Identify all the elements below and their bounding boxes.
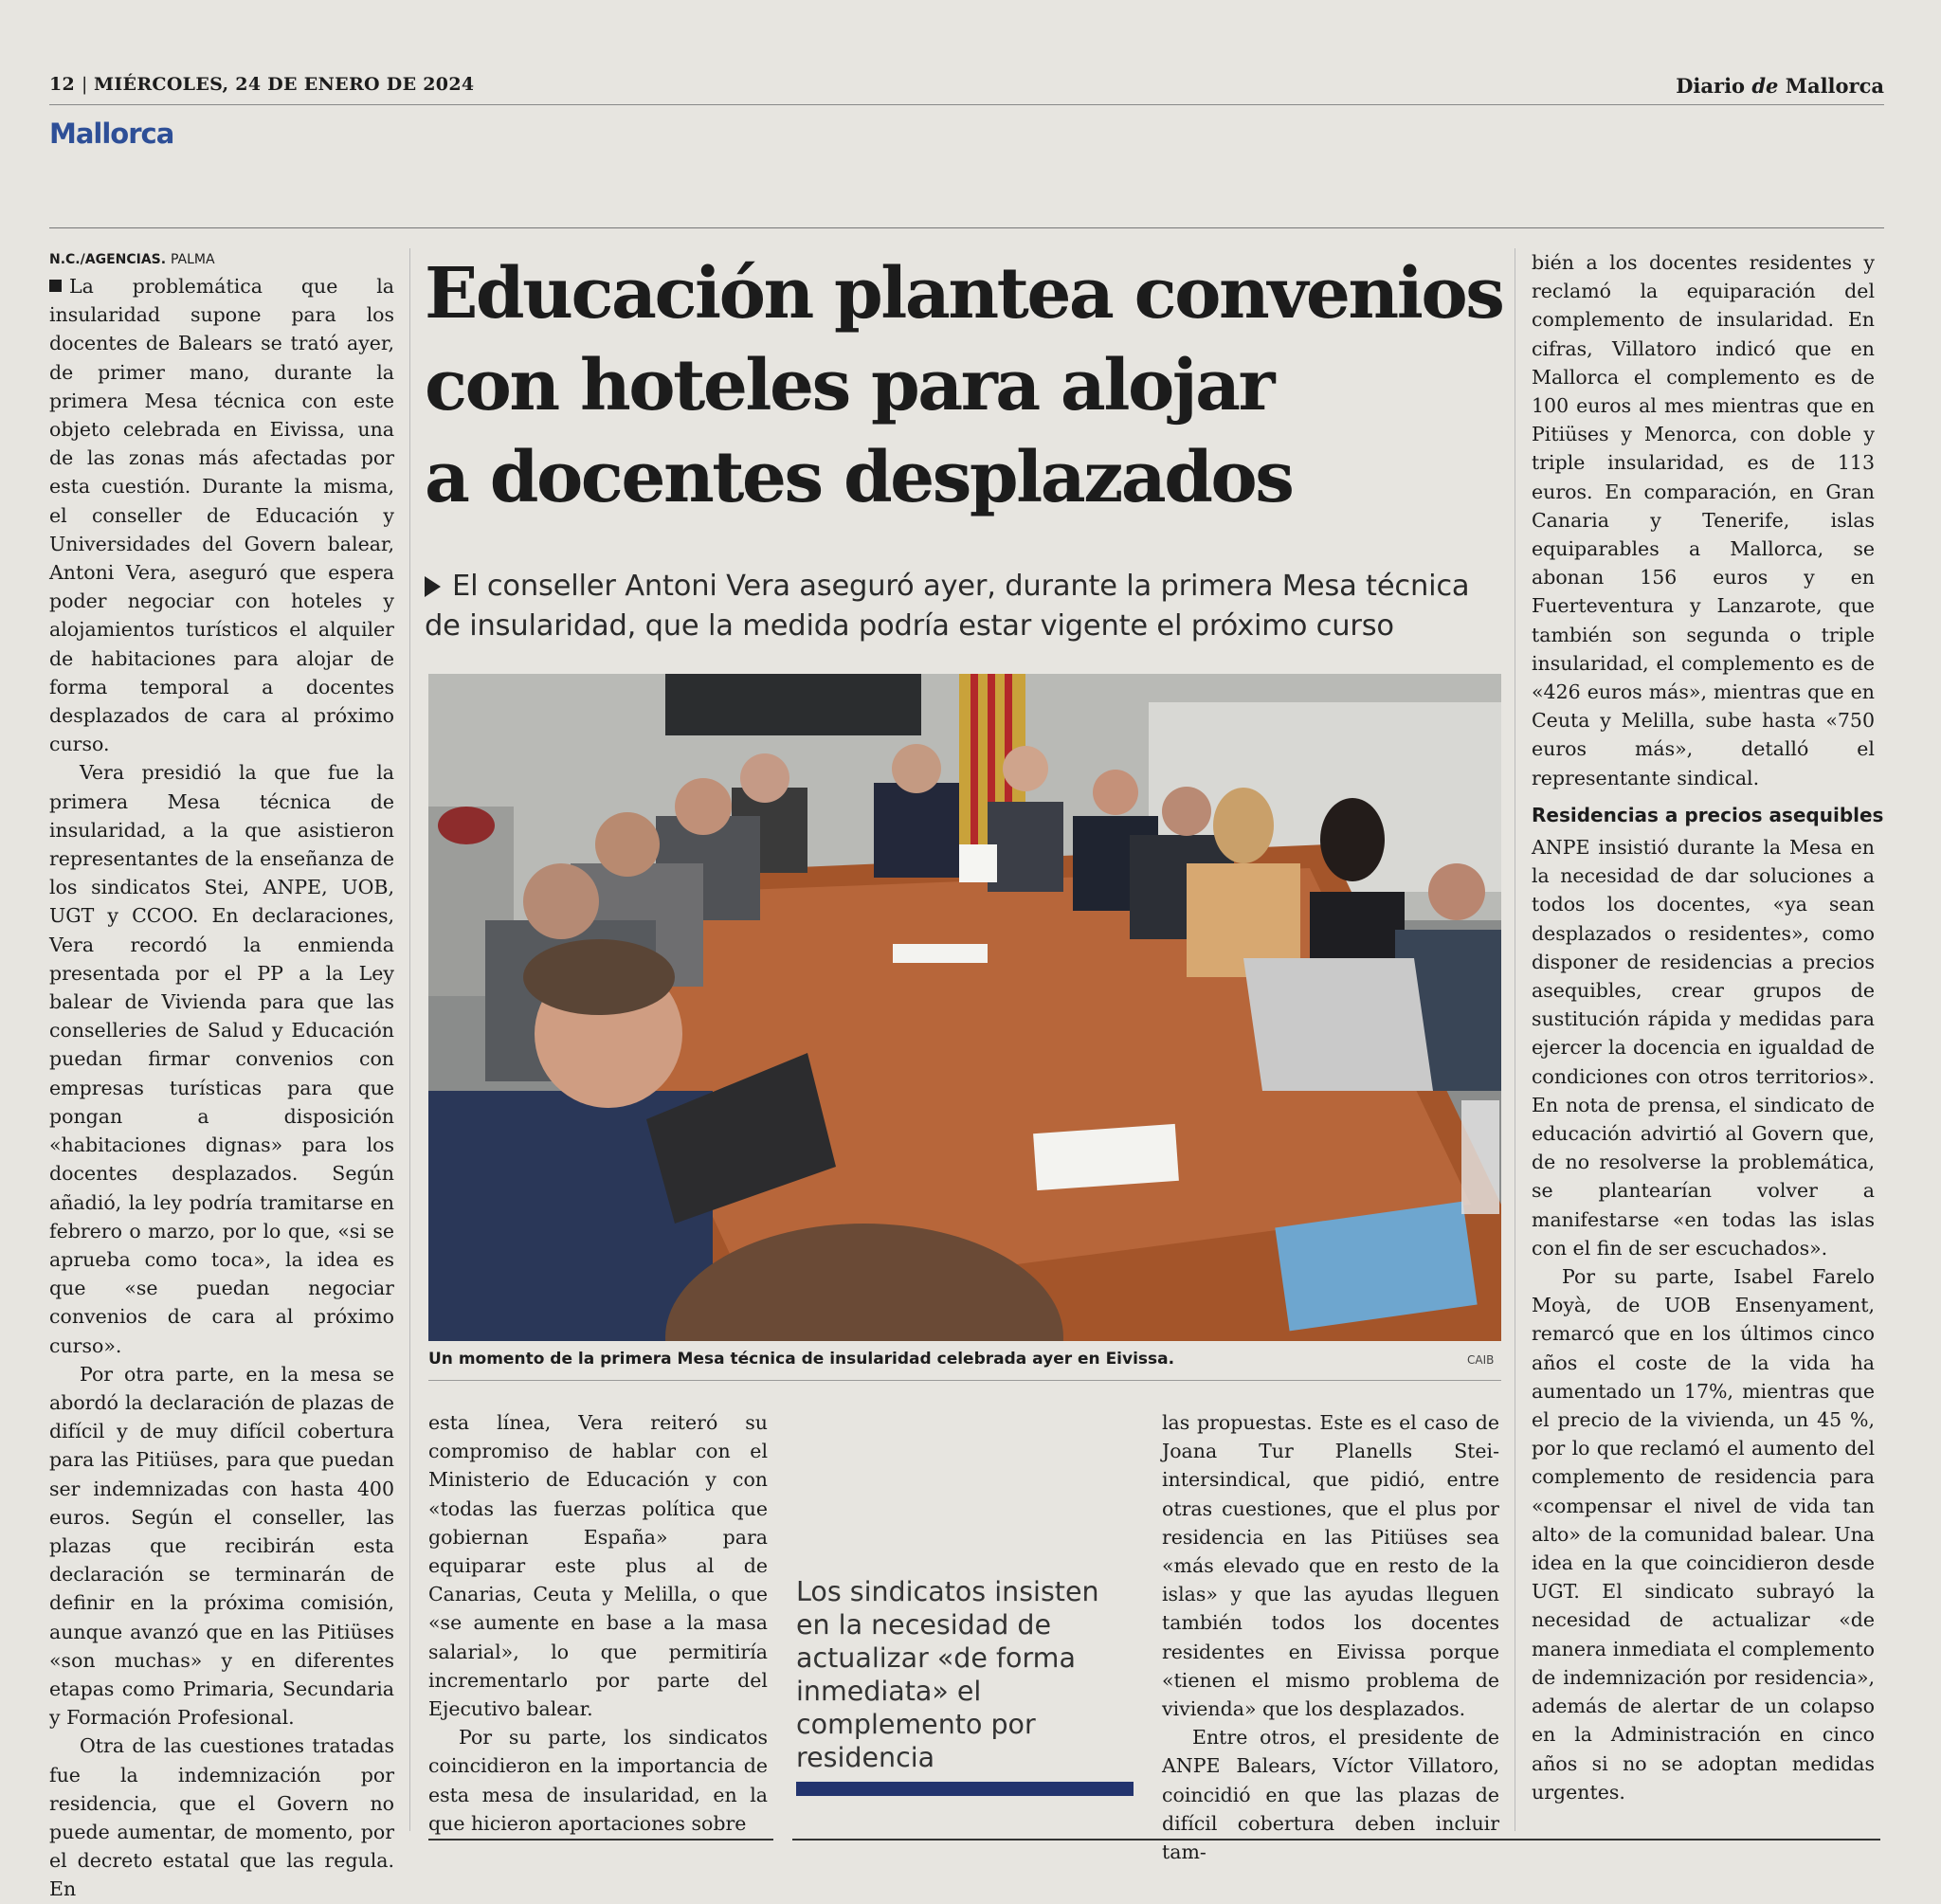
page-date: MIÉRCOLES, 24 DE ENERO DE 2024 xyxy=(94,74,475,95)
meeting-photo-illustration xyxy=(428,674,1501,1341)
paragraph: las propuestas. Este es el caso de Joana Tur Planells Stei-intersindical, que pidió, entre otras cuestiones, que el plus por residencia en las Pitiüses sea «más elevado que en resto de la islas» y que las ayudas lleguen también todos los docentes residentes en Eivissa porque «tienen el mismo problema de vivienda» que los desplazados. xyxy=(1162,1411,1499,1721)
section-subhead: Residencias a precios asequibles xyxy=(1532,804,1884,826)
paragraph-text: La problemática que la insularidad supone para los docentes de Balears se trató ayer, de primer mano, durante la primera Mesa técnica con este objeto celebrada en Eivissa, una de las zonas más afectadas por esta cuestión. Durante la misma, el conseller de Educación y Universidades del Govern balear, Antoni Vera, aseguró que espera poder negociar con hoteles y alojamientos turísticos el alquiler de habitaciones para alojar de forma temporal a docentes desplazados de cara al próximo curso. xyxy=(49,275,394,756)
paragraph: Otra de las cuestiones tratadas fue la indemnización por residencia, que el Govern no puede aumentar, de momento, por el decreto estatal que las regula. En xyxy=(49,1734,394,1901)
article-column-1 xyxy=(49,272,394,1904)
masthead xyxy=(1676,74,1884,98)
pull-quote: Los sindicatos insisten en la necesidad de actualizar «de forma inmediata» el complemento por residencia xyxy=(796,1576,1099,1773)
paragraph: Entre otros, el presidente de ANPE Balears, Víctor Villatoro, coincidió en que las plazas de difícil cobertura deben incluir tam- xyxy=(1162,1726,1499,1864)
paragraph: Por otra parte, en la mesa se abordó la declaración de plazas de difícil y de muy difícil cobertura para las Pitiüses, para que puedan ser indemnizadas con hasta 400 euros. Según el conseller, las plazas que recibirán esta declaración se terminarán de definir en la próxima comisión, aunque avanzó que en las Pitiüses «son muchas» y en diferentes etapas como Primaria, Secundaria y Formación Profesional. xyxy=(49,1362,394,1730)
photo-caption: Un momento de la primera Mesa técnica de insularidad celebrada ayer en Eivissa. xyxy=(428,1350,1175,1369)
byline xyxy=(49,252,215,267)
paragraph: esta línea, Vera reiteró su compromiso de hablar con el Ministerio de Educación y con «todas las fuerzas política que gobiernan España» para equiparar este plus al de Canarias, Ceuta y Melilla, o que «se aumente en base a la masa salarial», lo que permitiría incrementarlo por parte del Ejecutivo balear. xyxy=(428,1411,768,1721)
paragraph: ANPE insistió durante la Mesa en la necesidad de dar soluciones a todos los docentes, «ya sean desplazados o residentes», como disponer de residencias a precios asequibles, crear grupos de sustitución rápida y medidas para ejercer la docencia en igualdad de condiciones con otros territorios». En nota de prensa, el sindicato de educación advirtió al Govern que, de no resolverse la problemática, se plantearían volver a manifestarse «en todas las islas con el fin de ser escuchados». xyxy=(1532,836,1875,1260)
paragraph xyxy=(49,272,394,758)
headline xyxy=(425,248,1505,524)
byline-place: PALMA xyxy=(170,252,215,267)
subheadline xyxy=(425,567,1515,646)
play-arrow-icon xyxy=(425,576,441,597)
photo-credit: CAIB xyxy=(1467,1353,1495,1367)
article-column-5-continued xyxy=(1532,833,1875,1806)
byline-author: N.C./AGENCIAS. xyxy=(49,252,167,267)
column-divider xyxy=(409,248,410,1831)
subheadline-line: El conseller Antoni Vera aseguró ayer, durante la primera Mesa técnica xyxy=(452,570,1470,603)
masthead-part: Diario xyxy=(1676,74,1752,98)
article-column-5 xyxy=(1532,248,1875,792)
masthead-part: Mallorca xyxy=(1778,74,1884,98)
paragraph: bién a los docentes residentes y reclamó la equiparación del complemento de insularidad. En cifras, Villatoro indicó que en Mallorca el complemento es de 100 euros al mes mientras que en Pitiüses y Menorca, con doble y triple insularidad, es de 113 euros. En comparación, en Gran Canaria y Tenerife, islas equiparables a Mallorca, se abonan 156 euros y en Fuerteventura y Lanzarote, que también son segunda o triple insularidad, el complemento es de «426 euros más», mientras que en Ceuta y Melilla, sube hasta «750 euros más», detalló el representante sindical. xyxy=(1532,251,1875,789)
headline-line: con hoteles para alojar xyxy=(425,345,1274,426)
header-rule xyxy=(49,104,1884,105)
headline-line: a docentes desplazados xyxy=(425,437,1293,518)
section-title: Mallorca xyxy=(49,118,174,150)
section-rule xyxy=(49,227,1884,228)
paragraph: Por su parte, los sindicatos coincidieron en la importancia de esta mesa de insularidad, en la que hicieron aportaciones sobre xyxy=(428,1726,768,1835)
headline-line: Educación plantea convenios xyxy=(425,253,1503,335)
footer-rule xyxy=(428,1839,773,1841)
paragraph: Por su parte, Isabel Farelo Moyà, de UOB Ensenyament, remarcó que en los últimos cinco años el coste de la vida ha aumentado un 17%, mientras que el precio de la vivienda, un 45 %, por lo que reclamó el aumento del complemento de residencia para «compensar el nivel de vida tan alto» de la comunidad balear. Una idea en la que coincidieron desde UGT. El sindicato subrayó la necesidad de actualizar «de manera inmediata el complemento de indemnización por residencia», además de alertar de un colapso en la Administración en cinco años si no se adoptan medidas urgentes. xyxy=(1532,1265,1875,1804)
footer-rule xyxy=(792,1839,1880,1841)
pull-quote-bar xyxy=(796,1782,1134,1796)
article-column-4 xyxy=(1162,1408,1499,1866)
masthead-part: de xyxy=(1751,74,1779,98)
page-number: 12 xyxy=(49,74,76,95)
page-folio: 12 | MIÉRCOLES, 24 DE ENERO DE 2024 xyxy=(49,74,475,95)
article-column-2 xyxy=(428,1408,768,1838)
subheadline-line: de insularidad, que la medida podría estar vigente el próximo curso xyxy=(425,609,1394,643)
meeting-photo xyxy=(428,674,1501,1341)
caption-rule xyxy=(428,1380,1501,1381)
paragraph: Vera presidió la que fue la primera Mesa técnica de insularidad, a la que asistieron representantes de la enseñanza de los sindicatos Stei, ANPE, UOB, UGT y CCOO. En declaraciones, Vera recordó la enmienda presentada por el PP a la Ley balear de Vivienda para que las conselleries de Salud y Educación puedan firmar convenios con empresas turísticas para que pongan a disposición «habitaciones dignas» para los docentes desplazados. Según añadió, la ley podría tramitarse en febrero o marzo, por lo que, «si se aprueba como toca», la idea es que «se puedan negociar convenios de cara al próximo curso». xyxy=(49,761,394,1357)
lead-square-icon xyxy=(49,280,62,292)
